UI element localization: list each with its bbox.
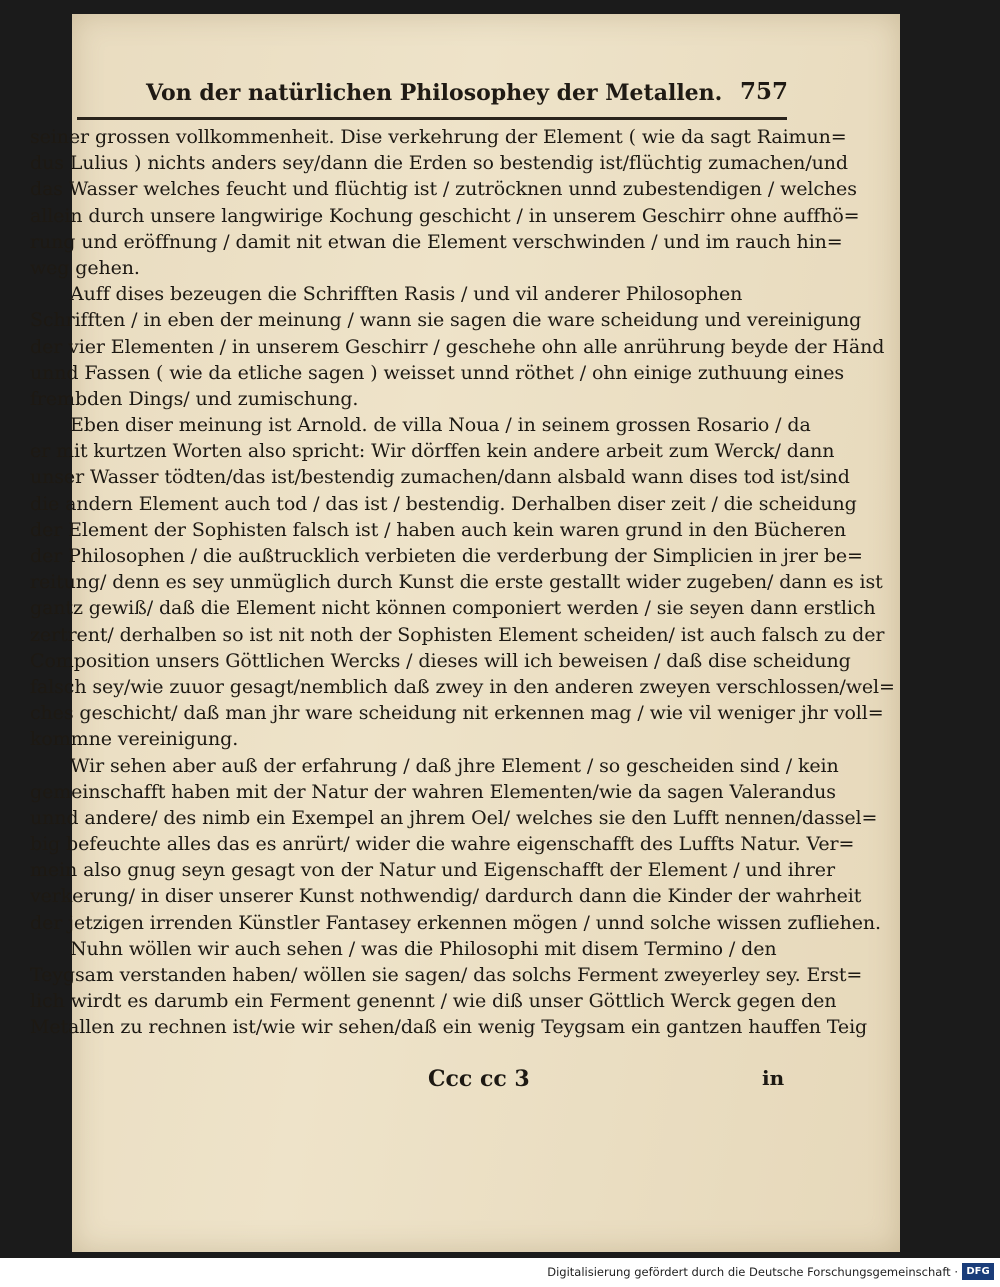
text-line: kommne vereinigung.	[30, 728, 239, 751]
text-line: unser Wasser tödten/das ist/bestendig zumachen/dann alsbald wann dises tod ist/sind	[30, 466, 850, 489]
text-line: der Element der Sophisten falsch ist / haben auch kein waren grund in den Bücheren	[30, 518, 846, 541]
text-line: ches geschicht/ daß man jhr ware scheidung nit erkennen mag / wie vil weniger jhr voll=	[30, 702, 884, 725]
text-line: die andern Element auch tod / das ist / bestendig. Derhalben diser zeit / die scheidung	[30, 492, 857, 515]
text-line: frembden Dings/ und zumischung.	[30, 387, 359, 410]
text-line: verkerung/ in diser unserer Kunst nothwendig/ dardurch dann die Kinder der wahrheit	[30, 885, 862, 908]
text-line: seiner grossen vollkommenheit. Dise verkehrung der Element ( wie da sagt Raimun=	[30, 126, 847, 148]
page-header	[76, 74, 788, 114]
text-line: zertrent/ derhalben so ist nit noth der Sophisten Element scheiden/ ist auch falsch zu der	[30, 623, 885, 646]
page-number: 757	[739, 78, 788, 105]
paragraph-start-line: Eben diser meinung ist Arnold. de villa Noua / in seinem grossen Rosario / da	[70, 414, 811, 437]
text-line: weg gehen.	[30, 256, 140, 279]
text-line: der jetzigen irrenden Künstler Fantasey erkennen mögen / unnd solche wissen zufliehen.	[30, 911, 881, 934]
paragraph-start-line: Nuhn wöllen wir auch sehen / was die Philosophi mit disem Termino / den	[70, 937, 777, 960]
text-line: unnd andere/ des nimb ein Exempel an jhrem Oel/ welches sie den Lufft nennen/dassel=	[30, 806, 878, 829]
text-line: reitung/ denn es sey unmüglich durch Kunst die erste gestallt wider zugeben/ dann es ist	[30, 571, 883, 594]
text-line: er mit kurtzen Worten also spricht: Wir dörffen kein andere arbeit zum Werck/ dann	[30, 440, 835, 463]
header-rule	[77, 117, 787, 120]
text-line: falsch sey/wie zuuor gesagt/nemblich daß zwey in den anderen zweyen verschlossen/wel=	[30, 675, 895, 698]
text-line: das Wasser welches feucht und flüchtig ist / zutröcknen unnd zubestendigen / welches	[30, 178, 857, 201]
paragraph-start-line: Auff dises bezeugen die Schrifften Rasis / und vil anderer Philosophen	[70, 283, 743, 306]
paragraph-start-line: Wir sehen aber auß der erfahrung / daß jhre Element / so gescheiden sind / kein	[70, 754, 839, 777]
text-line: Teygsam verstanden haben/ wöllen sie sagen/ das solchs Ferment zweyerley sey. Erst=	[30, 964, 863, 986]
body-text	[30, 124, 895, 1041]
text-line: gantz gewiß/ daß die Element nicht können componiert werden / sie seyen dann erstlich	[30, 597, 876, 620]
text-line: der vier Elementen / in unserem Geschirr / geschehe ohn alle anrührung beyde der Händ	[30, 335, 885, 358]
text-line: lich wirdt es darumb ein Ferment genennt / wie diß unser Göttlich Werck gegen den	[30, 990, 837, 1013]
text-line: mein also gnug seyn gesagt von der Natur und Eigenschafft der Element / und ihrer	[30, 859, 835, 882]
text-line: big befeuchte alles das es anrürt/ wider die wahre eigenschafft des Luffts Natur. Ver=	[30, 833, 855, 856]
text-line: Composition unsers Göttlichen Wercks / dieses will ich beweisen / daß dise scheidung	[30, 649, 851, 672]
text-line: unnd Fassen ( wie da etliche sagen ) weisset unnd röthet / ohn einige zuthuung eines	[30, 361, 845, 384]
text-line: allein durch unsere langwirige Kochung geschicht / in unserem Geschirr ohne auffhö=	[30, 204, 860, 227]
text-line: rung und eröffnung / damit nit etwan die Element verschwinden / und im rauch hin=	[30, 230, 843, 253]
text-line: dus Lulius ) nichts anders sey/dann die Erden so bestendig ist/flüchtig zumachen/und	[30, 152, 848, 175]
text-line: gemeinschafft haben mit der Natur der wahren Elementen/wie da sagen Valerandus	[30, 780, 836, 803]
dfg-logo-icon: DFG	[962, 1263, 994, 1280]
running-head: Von der natürlichen Philosophey der Metallen.	[146, 80, 723, 106]
text-line: Metallen zu rechnen ist/wie wir sehen/daß ein wenig Teygsam ein gantzen hauffen Teig	[30, 1016, 868, 1039]
text-line: der Philosophen / die außtrucklich verbieten die verderbung der Simplicien in jrer be=	[30, 545, 863, 567]
funding-credit: Digitalisierung gefördert durch die Deutsche Forschungsgemeinschaft ·	[547, 1265, 958, 1279]
catchword: in	[762, 1066, 785, 1090]
text-line: Schrifften / in eben der meinung / wann sie sagen die ware scheidung und vereinigung	[30, 309, 862, 332]
signature-mark: Ccc cc 3	[428, 1066, 530, 1092]
